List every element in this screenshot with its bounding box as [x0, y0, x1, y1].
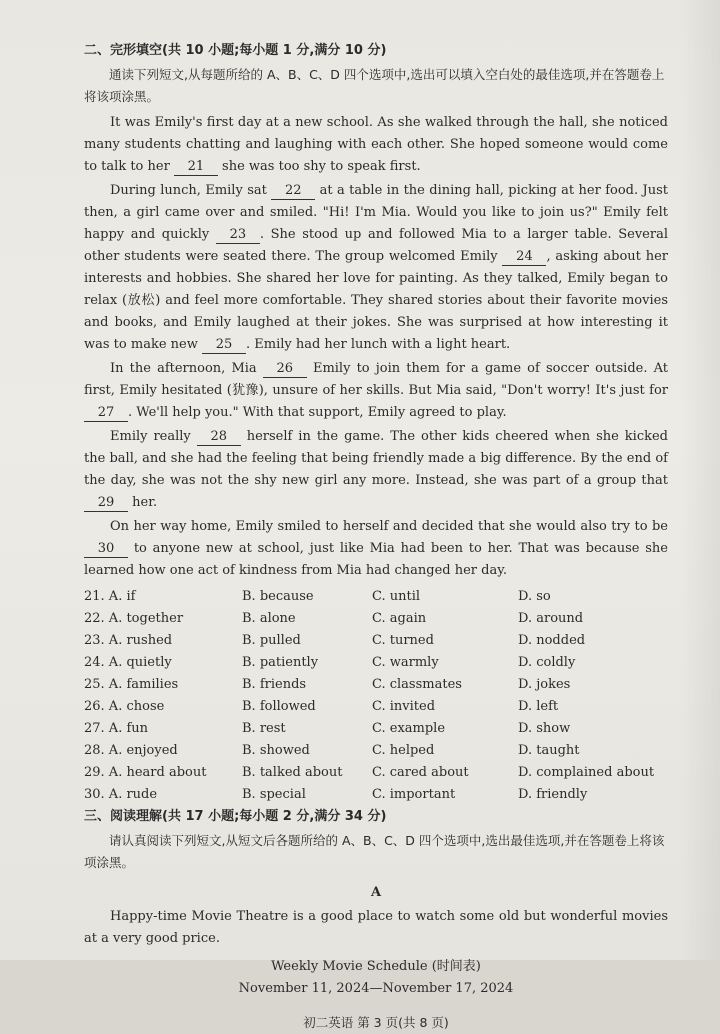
option-a: 30. A. rude — [84, 787, 158, 802]
option-b: B. followed — [242, 699, 316, 714]
blank-21: 21 — [174, 159, 218, 176]
option-d: D. left — [518, 699, 559, 714]
text-run: . Emily had her lunch with a light heart. — [245, 337, 511, 352]
option-a: 23. A. rushed — [84, 633, 173, 648]
cloze-paragraph-2 — [84, 180, 668, 356]
blank-30: 30 — [84, 541, 128, 558]
option-a: 24. A. quietly — [84, 655, 172, 670]
blank-26: 26 — [263, 361, 307, 378]
section-3-title: 三、阅读理解(共 17 小题;每小题 2 分,满分 34 分) — [84, 809, 387, 824]
page-shadow — [680, 0, 720, 960]
blank-27: 27 — [84, 405, 128, 422]
option-row-29 — [84, 762, 668, 784]
passage-label: A — [370, 885, 382, 900]
option-b: B. friends — [242, 677, 307, 692]
text-run: On her way home, Emily smiled to herself and decided that she would also try to be — [110, 519, 668, 534]
option-b: B. showed — [242, 743, 310, 758]
text-run: . We'll help you." With that support, Emily agreed to play. — [128, 405, 507, 420]
option-row-24 — [84, 652, 668, 674]
option-a: 29. A. heard about — [84, 765, 207, 780]
cloze-paragraph-5 — [84, 516, 668, 582]
option-b: B. talked about — [242, 765, 343, 780]
option-row-23 — [84, 630, 668, 652]
text-run: at a table in the dining hall, picking at her food. Just then, a girl came over and smiled. "Hi! I'm Mia. Would you like to join us?" Emily felt happy and quickly — [84, 183, 669, 242]
option-c: C. invited — [372, 699, 436, 714]
option-d: D. show — [518, 721, 571, 736]
option-d: D. jokes — [518, 677, 571, 692]
option-c: C. cared about — [372, 765, 469, 780]
text-run: her. — [128, 495, 158, 510]
section-2-instruction: 通读下列短文,从每题所给的 A、B、C、D 四个选项中,选出可以填入空白处的最佳选项,并在答题卷上将该项涂黑。 — [84, 67, 665, 104]
option-row-28 — [84, 740, 668, 762]
option-a: 26. A. chose — [84, 699, 165, 714]
option-row-26 — [84, 696, 668, 718]
blank-24: 24 — [502, 249, 546, 266]
option-c: C. helped — [372, 743, 435, 758]
text-run: Emily to join them for a game of soccer outside. At first, Emily hesitated (犹豫), unsure of her skills. But Mia said, "Don't worry! It's just for — [84, 361, 668, 398]
text-run: It was Emily's first day at a new school. As she walked through the hall, she noticed many students chatting and laughing with each other. She hoped someone would come to talk to her — [84, 115, 668, 174]
option-d: D. so — [518, 589, 551, 604]
text-run: In the afternoon, Mia — [110, 361, 263, 376]
passage-intro: Happy-time Movie Theatre is a good place to watch some old but wonderful movies at a very good price. — [84, 909, 668, 946]
option-row-25 — [84, 674, 668, 696]
blank-29: 29 — [84, 495, 128, 512]
option-b: B. pulled — [242, 633, 301, 648]
text-run: . She stood up and followed Mia to a larger table. Several other students were seated there. The group welcomed Emily — [84, 227, 668, 264]
option-b: B. rest — [242, 721, 286, 736]
option-d: D. nodded — [518, 633, 586, 648]
cloze-paragraph-1 — [84, 112, 668, 178]
option-c: C. until — [372, 589, 421, 604]
option-row-27 — [84, 718, 668, 740]
section-2-title: 二、完形填空(共 10 小题;每小题 1 分,满分 10 分) — [84, 43, 387, 58]
text-run: During lunch, Emily sat — [110, 183, 272, 198]
option-row-22 — [84, 608, 668, 630]
option-a: 27. A. fun — [84, 721, 149, 736]
section-3-instruction: 请认真阅读下列短文,从短文后各题所给的 A、B、C、D 四个选项中,选出最佳选项,并在答题卷上将该项涂黑。 — [84, 833, 665, 870]
blank-25: 25 — [202, 337, 246, 354]
option-c: C. again — [372, 611, 427, 626]
option-b: B. special — [242, 787, 306, 802]
answer-options — [84, 586, 668, 806]
text-run: , asking about her interests and hobbies. She shared her love for painting. As they talked, Emily began to relax (放松) and feel more comfortable. They shared stories about their favorite movies and books, and Emily laughed at their jokes. She was surprised at how interesting it was to make new — [84, 249, 668, 352]
blank-23: 23 — [216, 227, 260, 244]
blank-28: 28 — [197, 429, 241, 446]
option-a: 22. A. together — [84, 611, 184, 626]
text-run: she was too shy to speak first. — [217, 159, 421, 174]
option-d: D. coldly — [518, 655, 576, 670]
text-run: to anyone new at school, just like Mia had been to her. That was because she learned how one act of kindness from Mia had changed her day. — [84, 541, 668, 578]
cloze-paragraph-4 — [84, 426, 668, 514]
option-d: D. friendly — [518, 787, 588, 802]
option-d: D. taught — [518, 743, 580, 758]
option-d: D. complained about — [518, 765, 655, 780]
option-b: B. alone — [242, 611, 296, 626]
option-a: 21. A. if — [84, 589, 136, 604]
schedule-dates: November 11, 2024—November 17, 2024 — [238, 981, 514, 996]
text-run: herself in the game. The other kids cheered when she kicked the ball, and she had the feeling that being friendly made a big difference. By the end of the day, she was not the shy new girl any more. Instead, she was part of a group that — [84, 429, 668, 488]
option-a: 28. A. enjoyed — [84, 743, 178, 758]
option-d: D. around — [518, 611, 584, 626]
option-row-21 — [84, 586, 668, 608]
option-b: B. because — [242, 589, 314, 604]
option-b: B. patiently — [242, 655, 319, 670]
option-c: C. important — [372, 787, 456, 802]
option-c: C. warmly — [372, 655, 439, 670]
page-footer: 初二英语 第 3 页(共 8 页) — [303, 1015, 449, 1030]
schedule-title: Weekly Movie Schedule (时间表) — [271, 959, 481, 974]
option-c: C. classmates — [372, 677, 462, 692]
cloze-paragraph-3 — [84, 358, 668, 424]
blank-22: 22 — [271, 183, 315, 200]
option-c: C. turned — [372, 633, 434, 648]
option-c: C. example — [372, 721, 446, 736]
option-row-30 — [84, 784, 668, 806]
text-run: Emily really — [110, 429, 197, 444]
option-a: 25. A. families — [84, 677, 179, 692]
